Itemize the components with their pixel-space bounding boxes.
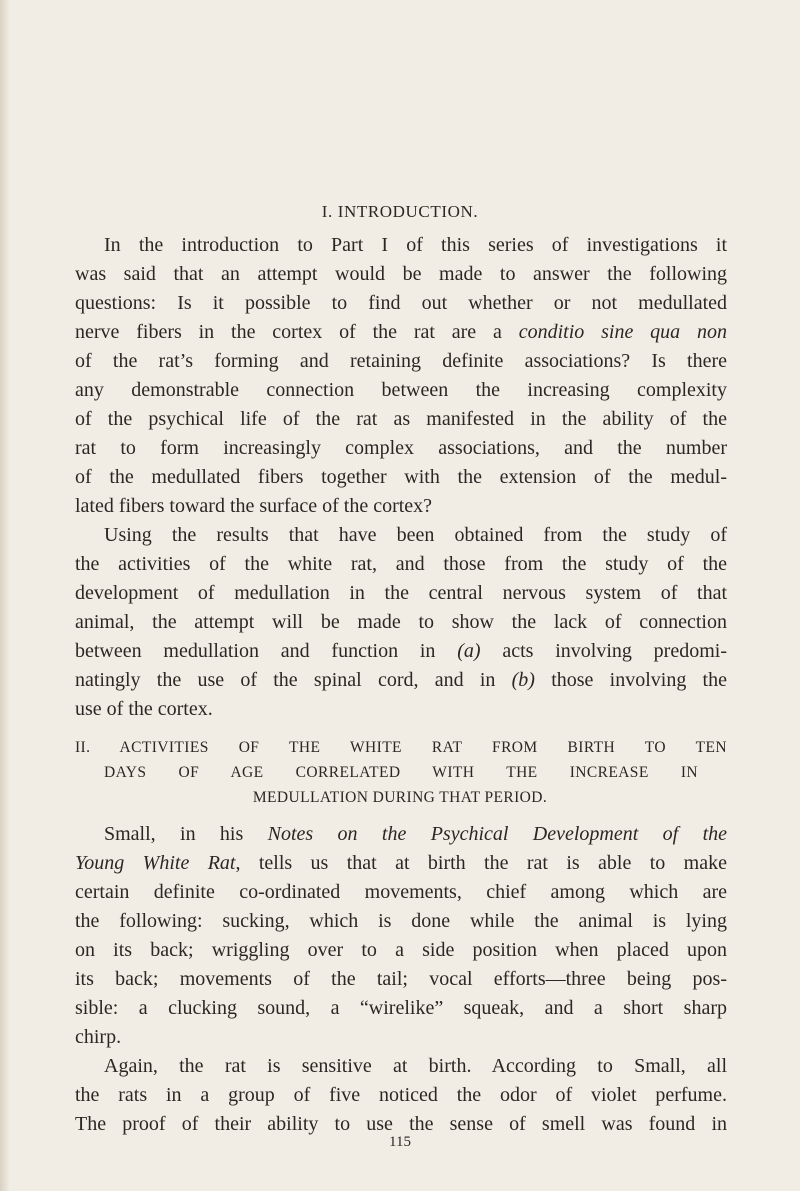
cited-title: Notes on the Psychical Development of the — [267, 823, 727, 845]
text-line: of the psychical life of the rat as manifested in the ability of the — [75, 408, 727, 430]
page-edge-shadow — [0, 0, 10, 1191]
text-line: natingly the use of the spinal cord, and in (b) those involving the — [75, 669, 727, 691]
text-line: Small, in his Notes on the Psychical Development of the — [104, 823, 727, 845]
text-line: the rats in a group of five noticed the odor of violet perfume. — [75, 1084, 727, 1106]
text-line: The proof of their ability to use the sense of smell was found in — [75, 1113, 727, 1135]
section-heading-line: MEDULLATION DURING THAT PERIOD. — [252, 789, 548, 806]
section-heading-line: DAYS OF AGE CORRELATED WITH THE INCREASE IN — [104, 764, 698, 781]
text-line: nerve fibers in the cortex of the rat are a conditio sine qua non — [75, 321, 728, 343]
latin-phrase: conditio sine qua non — [518, 321, 728, 343]
text-line: certain definite co-ordinated movements, chief among which are — [75, 881, 727, 903]
section-heading-line: II. ACTIVITIES OF THE WHITE RAT FROM BIRTH TO TEN — [75, 739, 727, 756]
section-heading-introduction: I. INTRODUCTION. — [321, 202, 479, 221]
text-line: of the rat’s forming and retaining definite associations? Is there — [75, 350, 727, 372]
text-line: between medullation and function in (a) acts involving predomi- — [75, 640, 727, 662]
text-line: questions: Is it possible to find out whether or not medullated — [75, 292, 727, 314]
text-line: development of medullation in the central nervous system of that — [75, 582, 727, 604]
text-line: the activities of the white rat, and those from the study of the — [75, 553, 727, 575]
page-number: 115 — [389, 1134, 411, 1150]
text-line: use of the cortex. — [75, 698, 213, 720]
text-line: Young White Rat, tells us that at birth the rat is able to make — [75, 852, 727, 874]
text-line: any demonstrable connection between the increasing complexity — [75, 379, 727, 401]
text-line: lated fibers toward the surface of the cortex? — [75, 495, 433, 517]
text-line: the following: sucking, which is done while the animal is lying — [75, 910, 727, 932]
text-line: its back; movements of the tail; vocal efforts—three being pos- — [75, 968, 727, 990]
text-line: Using the results that have been obtained from the study of — [104, 524, 727, 546]
text-line: of the medullated fibers together with the extension of the medul- — [75, 466, 727, 488]
text-line: rat to form increasingly complex associations, and the number — [75, 437, 727, 459]
cited-title: Young White Rat — [75, 852, 236, 874]
text-line: chirp. — [75, 1026, 122, 1048]
text-line: animal, the attempt will be made to show the lack of connection — [75, 611, 727, 633]
text-line: was said that an attempt would be made to answer the following — [75, 263, 727, 285]
text-line: sible: a clucking sound, a “wirelike” squeak, and a short sharp — [75, 997, 727, 1019]
text-line: Again, the rat is sensitive at birth. According to Small, all — [104, 1055, 727, 1077]
text-line: on its back; wriggling over to a side position when placed upon — [75, 939, 727, 961]
text-line: In the introduction to Part I of this series of investigations it — [104, 234, 727, 256]
